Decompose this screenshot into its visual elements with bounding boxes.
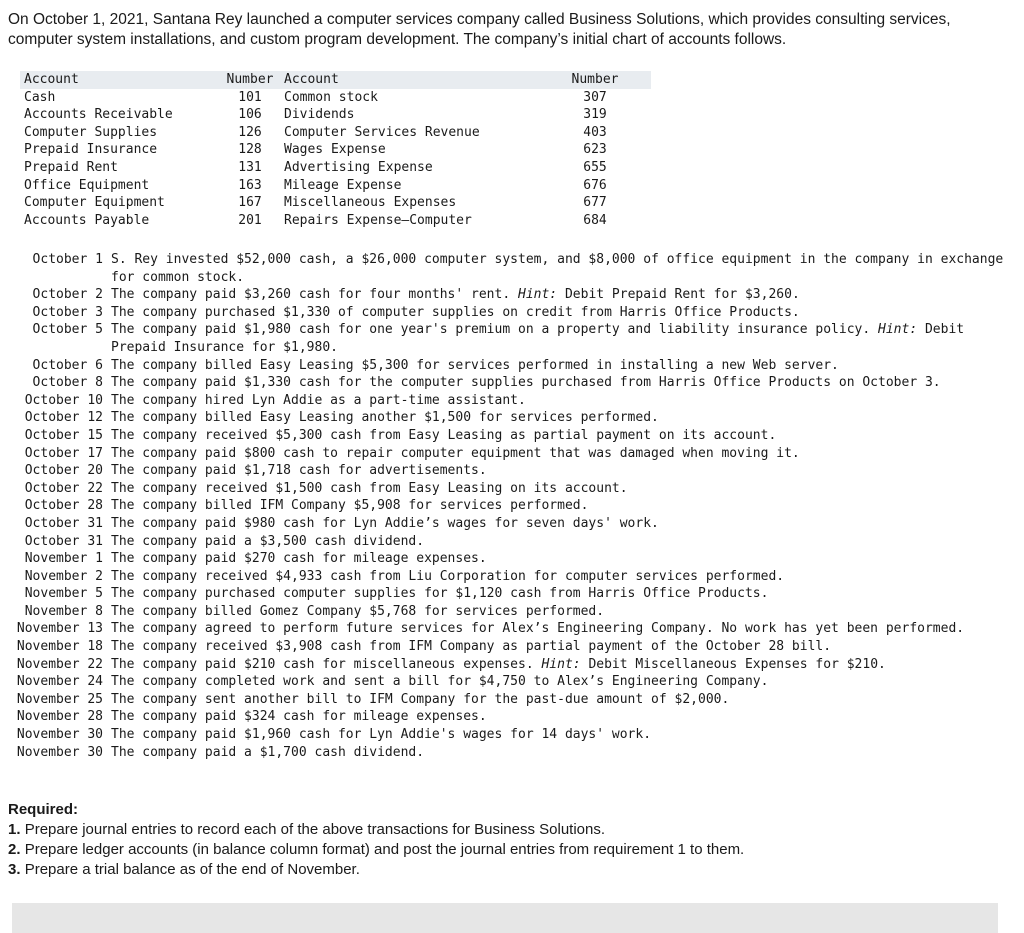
transaction-date: October 6	[32, 357, 103, 373]
transaction-row	[0, 585, 1020, 603]
transaction-text	[111, 708, 1006, 726]
account-number: 101	[238, 89, 262, 105]
required-item-number: 1.	[8, 821, 21, 838]
transaction-text	[111, 568, 1006, 586]
transaction-description: The company purchased $1,330 of computer supplies on credit from Harris Office Products.	[111, 304, 800, 320]
transaction-row	[0, 480, 1020, 498]
required-section	[8, 800, 1008, 880]
transaction-date: November 5	[24, 586, 103, 602]
transaction-description: The company hired Lyn Addie as a part-time assistant.	[111, 392, 526, 408]
table-row	[20, 124, 651, 142]
transaction-description: The company received $4,933 cash from Liu Corporation for computer services performed.	[111, 568, 785, 584]
account-name: Office Equipment	[24, 177, 150, 193]
account-name: Dividends	[284, 107, 355, 123]
transaction-row	[0, 726, 1020, 744]
required-item	[8, 840, 1008, 860]
transaction-description: The company billed IFM Company $5,908 for services performed.	[111, 498, 589, 514]
transaction-text	[111, 427, 1006, 445]
transaction-row	[0, 445, 1020, 463]
account-name: Repairs Expense—Computer	[284, 212, 472, 228]
transaction-row	[0, 568, 1020, 586]
transaction-description: The company purchased computer supplies for $1,120 cash from Harris Office Products.	[111, 586, 769, 602]
required-item-text: Prepare ledger accounts (in balance column format) and post the journal entries from requirement 1 to them.	[24, 841, 745, 858]
transaction-text	[111, 286, 1006, 304]
transaction-row	[0, 550, 1020, 568]
transaction-date: October 3	[32, 304, 103, 320]
transaction-row	[0, 321, 1020, 356]
transaction-date: November 8	[24, 603, 103, 619]
transaction-date: November 13	[16, 621, 103, 637]
account-name: Computer Services Revenue	[284, 124, 480, 140]
transaction-description: The company paid $270 cash for mileage expenses.	[111, 551, 487, 567]
account-name: Computer Equipment	[24, 195, 165, 211]
account-number: 201	[238, 212, 262, 228]
account-name: Miscellaneous Expenses	[284, 195, 457, 211]
transaction-row	[0, 251, 1020, 286]
transaction-description: The company paid $800 cash to repair computer equipment that was damaged when moving it.	[111, 445, 800, 461]
transaction-description: The company billed Gomez Company $5,768 for services performed.	[111, 603, 605, 619]
transaction-text	[111, 673, 1006, 691]
transaction-description: The company paid $980 cash for Lyn Addie’s wages for seven days' work.	[111, 515, 659, 531]
transaction-row	[0, 691, 1020, 709]
transaction-description: The company billed Easy Leasing $5,300 for services performed in installing a new Web server.	[111, 357, 839, 373]
transaction-row	[0, 603, 1020, 621]
account-number: 655	[583, 159, 607, 175]
transaction-date: October 20	[24, 463, 103, 479]
transaction-description: The company paid $210 cash for miscellaneous expenses.	[111, 656, 534, 672]
account-number: 307	[583, 89, 607, 105]
hint-label: Hint:	[878, 322, 918, 338]
transaction-description: The company received $1,500 cash from Easy Leasing on its account.	[111, 480, 628, 496]
transaction-description: The company received $3,908 cash from IFM Company as partial payment of the October 28 bill.	[111, 639, 832, 655]
transaction-description: The company agreed to perform future services for Alex’s Engineering Company. No work has yet been performed.	[111, 621, 965, 637]
transaction-text	[111, 374, 1006, 392]
account-number: 403	[583, 124, 607, 140]
required-item-text: Prepare a trial balance as of the end of November.	[24, 861, 360, 878]
transaction-date: November 30	[16, 744, 103, 760]
transaction-date: November 1	[24, 551, 103, 567]
transaction-date: October 5	[32, 322, 103, 338]
account-number: 623	[583, 142, 607, 158]
transaction-date: October 22	[24, 480, 103, 496]
transaction-list	[0, 251, 1020, 761]
transaction-text	[111, 497, 1006, 515]
transaction-row	[0, 286, 1020, 304]
required-item-text: Prepare journal entries to record each of the above transactions for Business Solutions.	[24, 821, 606, 838]
transaction-row	[0, 427, 1020, 445]
transaction-row	[0, 673, 1020, 691]
transaction-text	[111, 304, 1006, 322]
account-number: 131	[238, 159, 262, 175]
transaction-description: The company paid $324 cash for mileage expenses.	[111, 709, 487, 725]
transaction-date: November 2	[24, 568, 103, 584]
answer-panel-bar	[12, 903, 998, 933]
transaction-description: The company sent another bill to IFM Company for the past-due amount of $2,000.	[111, 691, 730, 707]
account-name: Prepaid Rent	[24, 159, 118, 175]
transaction-row	[0, 744, 1020, 762]
transaction-row	[0, 462, 1020, 480]
required-item-number: 3.	[8, 861, 21, 878]
transaction-row	[0, 392, 1020, 410]
transaction-text	[111, 480, 1006, 498]
account-number: 676	[583, 177, 607, 193]
transaction-text	[111, 726, 1006, 744]
hint-text: Debit Prepaid Insurance for $1,980.	[111, 322, 965, 355]
account-number: 319	[583, 107, 607, 123]
transaction-description: The company billed Easy Leasing another $1,500 for services performed.	[111, 410, 659, 426]
transaction-description: The company paid $1,718 cash for advertisements.	[111, 463, 487, 479]
account-name: Accounts Receivable	[24, 107, 173, 123]
header-account: Account	[280, 71, 539, 89]
transaction-description: The company paid $1,960 cash for Lyn Addie's wages for 14 days' work.	[111, 727, 652, 743]
account-name: Accounts Payable	[24, 212, 150, 228]
hint-text: Debit Prepaid Rent for $3,260.	[564, 287, 800, 303]
transaction-date: October 12	[24, 410, 103, 426]
transaction-date: November 28	[16, 709, 103, 725]
transaction-description: The company paid a $1,700 cash dividend.	[111, 744, 425, 760]
table-row	[20, 194, 651, 212]
transaction-text	[111, 462, 1006, 480]
account-name: Common stock	[284, 89, 378, 105]
transaction-description: S. Rey invested $52,000 cash, a $26,000 computer system, and $8,000 of office equipment in the company in exchange for common stock.	[111, 252, 1004, 285]
transaction-date: October 31	[24, 533, 103, 549]
required-item-number: 2.	[8, 841, 21, 858]
header-account: Account	[20, 71, 220, 89]
transaction-text	[111, 550, 1006, 568]
transaction-text	[111, 357, 1006, 375]
transaction-text	[111, 533, 1006, 551]
transaction-date: October 2	[32, 287, 103, 303]
transaction-text	[111, 515, 1006, 533]
transaction-date: November 18	[16, 639, 103, 655]
transaction-text	[111, 603, 1006, 621]
table-row	[20, 141, 651, 159]
transaction-row	[0, 620, 1020, 638]
transaction-row	[0, 533, 1020, 551]
account-name: Computer Supplies	[24, 124, 158, 140]
transaction-row	[0, 409, 1020, 427]
required-item	[8, 820, 1008, 840]
transaction-description: The company completed work and sent a bill for $4,750 to Alex’s Engineering Company.	[111, 674, 769, 690]
transaction-date: November 24	[16, 674, 103, 690]
transaction-text	[111, 392, 1006, 410]
transaction-description: The company paid $1,330 cash for the computer supplies purchased from Harris Office Products on October 3.	[111, 375, 941, 391]
account-name: Mileage Expense	[284, 177, 402, 193]
intro-paragraph: On October 1, 2021, Santana Rey launched a computer services company called Business Solutions, which provides consulting services, computer system installations, and custom program development. The company’s initial chart of accounts follows.	[8, 11, 951, 48]
transaction-row	[0, 656, 1020, 674]
transaction-description: The company paid $3,260 cash for four months' rent.	[111, 287, 511, 303]
transaction-date: October 31	[24, 515, 103, 531]
header-number: Number	[539, 71, 651, 89]
hint-label: Hint:	[518, 287, 558, 303]
transaction-date: October 8	[32, 375, 103, 391]
transaction-text	[111, 744, 1006, 762]
table-header-row	[20, 71, 651, 89]
required-item	[8, 860, 1008, 880]
account-number: 677	[583, 195, 607, 211]
transaction-text	[111, 409, 1006, 427]
transaction-row	[0, 515, 1020, 533]
transaction-text	[111, 585, 1006, 603]
table-row	[20, 106, 651, 124]
transaction-text	[111, 620, 1006, 638]
transaction-row	[0, 497, 1020, 515]
transaction-row	[0, 374, 1020, 392]
transaction-description: The company received $5,300 cash from Easy Leasing as partial payment on its account.	[111, 427, 777, 443]
account-number: 126	[238, 124, 262, 140]
table-row	[20, 159, 651, 177]
transaction-description: The company paid a $3,500 cash dividend.	[111, 533, 425, 549]
transaction-date: October 1	[32, 252, 103, 267]
transaction-description: The company paid $1,980 cash for one year's premium on a property and liability insurance policy.	[111, 322, 871, 338]
account-number: 128	[238, 142, 262, 158]
account-number: 106	[238, 107, 262, 123]
transaction-date: November 22	[16, 656, 103, 672]
transaction-date: October 17	[24, 445, 103, 461]
transaction-text	[111, 638, 1006, 656]
transaction-text	[111, 445, 1006, 463]
transaction-row	[0, 708, 1020, 726]
account-name: Cash	[24, 89, 56, 105]
transaction-date: October 10	[24, 392, 103, 408]
transaction-text	[111, 251, 1006, 286]
account-number: 167	[238, 195, 262, 211]
header-number: Number	[220, 71, 280, 89]
transaction-date: October 28	[24, 498, 103, 514]
account-name: Wages Expense	[284, 142, 386, 158]
transaction-row	[0, 357, 1020, 375]
transaction-row	[0, 304, 1020, 322]
transaction-date: November 25	[16, 691, 103, 707]
hint-label: Hint:	[541, 656, 581, 672]
account-name: Advertising Expense	[284, 159, 433, 175]
table-row	[20, 177, 651, 195]
table-row	[20, 89, 651, 107]
hint-text: Debit Miscellaneous Expenses for $210.	[588, 656, 886, 672]
transaction-date: October 15	[24, 427, 103, 443]
account-number: 163	[238, 177, 262, 193]
account-name: Prepaid Insurance	[24, 142, 158, 158]
required-title: Required:	[8, 801, 79, 818]
table-row	[20, 212, 651, 230]
transaction-row	[0, 638, 1020, 656]
transaction-text	[111, 691, 1006, 709]
transaction-text	[111, 321, 1006, 356]
account-number: 684	[583, 212, 607, 228]
chart-of-accounts-table	[20, 71, 651, 229]
transaction-text	[111, 656, 1006, 674]
transaction-date: November 30	[16, 727, 103, 743]
